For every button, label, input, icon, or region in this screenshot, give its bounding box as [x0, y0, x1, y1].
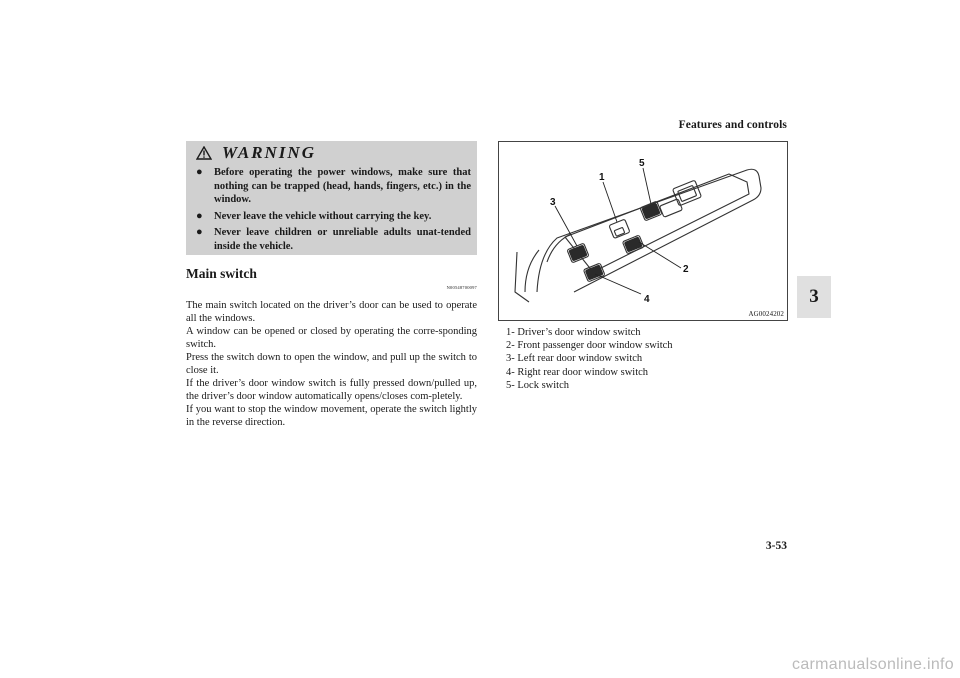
legend-item: 3- Left rear door window switch — [506, 353, 643, 365]
section-code: N00548700097 — [446, 285, 477, 290]
callout-2: 2 — [683, 264, 689, 275]
warning-item — [196, 210, 471, 224]
warning-item-text: Never leave the vehicle without carrying the key. — [214, 210, 432, 222]
watermark-link[interactable]: carmanualsonline.info — [792, 656, 954, 673]
figure-legend — [506, 326, 673, 392]
warning-box — [186, 141, 477, 255]
warning-title: WARNING — [222, 143, 316, 162]
body-text — [186, 299, 477, 429]
warning-item — [196, 166, 471, 207]
warning-item-text: Never leave children or unreliable adults unat-tended inside the vehicle. — [214, 227, 471, 252]
body-paragraph: The main switch located on the driver’s door can be used to operate all the windows. — [186, 300, 477, 324]
legend-item: 5- Lock switch — [506, 379, 569, 391]
warning-header — [196, 143, 316, 163]
callout-5: 5 — [639, 158, 645, 169]
body-paragraph: If you want to stop the window movement, operate the switch lightly in the reverse direction. — [186, 404, 477, 428]
bullet-icon: ● — [196, 166, 203, 178]
warning-item — [196, 226, 471, 253]
figure-code: AG0024202 — [748, 310, 784, 318]
chapter-tab: 3 — [797, 276, 831, 318]
window-switch-figure — [498, 141, 788, 321]
warning-triangle-icon — [196, 146, 212, 160]
page-number: 3-53 — [765, 540, 787, 552]
legend-item: 1- Driver’s door window switch — [506, 327, 641, 338]
bullet-icon: ● — [196, 226, 203, 238]
body-paragraph: A window can be opened or closed by operating the corre-sponding switch. — [186, 326, 477, 350]
warning-list — [196, 166, 471, 256]
window-switch-illustration — [499, 142, 789, 322]
legend-item: 4- Right rear door window switch — [506, 366, 649, 378]
bullet-icon: ● — [196, 209, 203, 222]
legend-item: 2- Front passenger door window switch — [506, 340, 673, 352]
warning-item-text: Before operating the power windows, make sure that nothing can be trapped (head, hands, fingers, etc.) in the window. — [214, 167, 471, 205]
body-paragraph: Press the switch down to open the window, and pull up the switch to close it. — [186, 352, 477, 376]
body-paragraph: If the driver’s door window switch is fully pressed down/pulled up, the driver’s door window automatically opens/closes com-pletely. — [186, 378, 477, 402]
running-header: Features and controls — [678, 119, 787, 131]
section-heading: Main switch — [186, 266, 257, 281]
callout-4: 4 — [644, 294, 650, 305]
callout-1: 1 — [599, 172, 605, 183]
callout-3: 3 — [550, 197, 556, 208]
